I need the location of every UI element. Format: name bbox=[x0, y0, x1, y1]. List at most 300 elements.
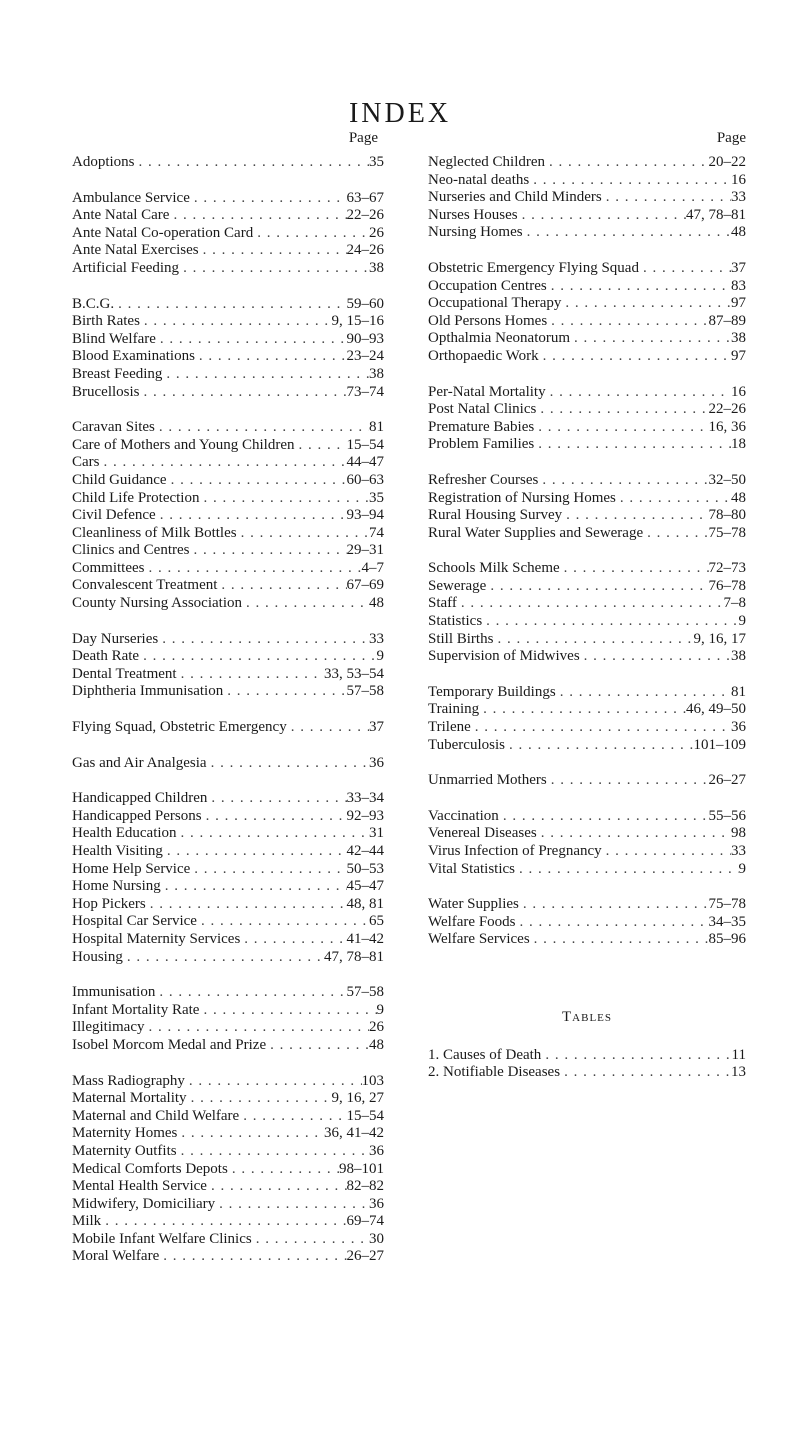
index-entry bbox=[72, 1108, 384, 1126]
left-sections bbox=[72, 154, 384, 1266]
index-entry bbox=[428, 472, 746, 490]
entry-label: Per-Natal Mortality bbox=[428, 383, 546, 400]
entry-page: 97 bbox=[731, 295, 746, 312]
index-entry bbox=[72, 419, 384, 437]
index-entry bbox=[428, 436, 746, 454]
index-section bbox=[72, 631, 384, 701]
entry-label: Maternity Outfits bbox=[72, 1142, 177, 1159]
entry-label: Artificial Feeding bbox=[72, 259, 180, 276]
entry-label: Neglected Children bbox=[428, 154, 546, 170]
index-section bbox=[72, 790, 384, 966]
entry-page: 22–26 bbox=[346, 207, 384, 224]
index-entry bbox=[72, 1196, 384, 1214]
entry-label: Death Rate bbox=[72, 648, 140, 665]
leader-dots bbox=[562, 507, 708, 525]
index-entry bbox=[72, 808, 384, 826]
entry-page: 24–26 bbox=[346, 242, 384, 259]
entry-page: 65 bbox=[369, 913, 384, 930]
leader-dots bbox=[169, 207, 346, 225]
entry-page: 83 bbox=[731, 277, 746, 294]
entry-page: 38 bbox=[731, 330, 746, 347]
index-entry bbox=[428, 154, 746, 172]
entry-label: Child Guidance bbox=[72, 471, 167, 488]
entry-page: 18 bbox=[731, 436, 746, 453]
leader-dots bbox=[266, 1037, 369, 1055]
entry-page: 26–27 bbox=[708, 772, 746, 789]
entry-page: 36, 41–42 bbox=[324, 1125, 384, 1142]
leader-dots bbox=[199, 1002, 376, 1020]
index-entry bbox=[72, 878, 384, 896]
leader-dots bbox=[239, 1108, 346, 1126]
entry-label: Isobel Morcom Medal and Prize bbox=[72, 1036, 267, 1053]
index-entry bbox=[72, 1019, 384, 1037]
entry-page: 59–60 bbox=[346, 295, 384, 312]
index-section bbox=[428, 472, 746, 542]
index-entry bbox=[72, 913, 384, 931]
index-entry bbox=[428, 719, 746, 737]
index-section bbox=[72, 296, 384, 402]
leader-dots bbox=[217, 577, 346, 595]
index-title: INDEX bbox=[348, 98, 452, 129]
entry-page: 36 bbox=[369, 1195, 384, 1212]
index-entry bbox=[428, 278, 746, 296]
leader-dots bbox=[177, 666, 324, 684]
entry-label: Maternal Mortality bbox=[72, 1090, 187, 1107]
entry-label: Health Education bbox=[72, 825, 177, 842]
entry-label: Rural Water Supplies and Sewerage bbox=[428, 524, 644, 541]
entry-label: Mobile Infant Welfare Clinics bbox=[72, 1230, 252, 1247]
entry-page: 36 bbox=[731, 719, 746, 736]
entry-label: Sewerage bbox=[428, 577, 487, 594]
index-entry bbox=[428, 490, 746, 508]
index-section bbox=[72, 419, 384, 613]
leader-dots bbox=[546, 384, 731, 402]
entry-label: Immunisation bbox=[72, 984, 156, 1001]
index-entry bbox=[428, 260, 746, 278]
index-entry bbox=[72, 931, 384, 949]
leader-dots bbox=[155, 984, 346, 1002]
leader-dots bbox=[177, 1125, 324, 1143]
leader-dots bbox=[539, 348, 731, 366]
index-entry bbox=[428, 825, 746, 843]
entry-page: 72–73 bbox=[708, 560, 746, 577]
entry-page: 15–54 bbox=[346, 1107, 384, 1124]
leader-dots bbox=[561, 295, 731, 313]
entry-label: Neo-natal deaths bbox=[428, 171, 530, 188]
index-section bbox=[72, 984, 384, 1054]
entry-page: 9 bbox=[376, 1001, 384, 1018]
entry-label: Supervision of Midwives bbox=[428, 648, 580, 665]
entry-page: 9 bbox=[376, 648, 384, 665]
leader-dots bbox=[197, 913, 369, 931]
entry-label: Infant Mortality Rate bbox=[72, 1001, 200, 1018]
entry-label: Problem Families bbox=[428, 436, 535, 453]
index-left-column bbox=[72, 130, 384, 1284]
leader-dots bbox=[538, 472, 708, 490]
entry-page: 9, 16, 17 bbox=[693, 630, 746, 647]
leader-dots bbox=[482, 613, 738, 631]
entry-label: Health Visiting bbox=[72, 843, 163, 859]
index-entry bbox=[72, 755, 384, 773]
entry-label: Illegitimacy bbox=[72, 1019, 145, 1036]
index-entry bbox=[428, 507, 746, 525]
entry-label: Mental Health Service bbox=[72, 1178, 207, 1195]
leader-dots bbox=[471, 719, 731, 737]
index-section bbox=[428, 560, 746, 666]
entry-label: Adoptions bbox=[72, 154, 135, 170]
entry-label: Vital Statistics bbox=[428, 860, 516, 877]
entry-label: Cars bbox=[72, 454, 100, 471]
leader-dots bbox=[556, 684, 731, 702]
index-entry bbox=[72, 242, 384, 260]
index-entry bbox=[428, 737, 746, 755]
entry-label: Committees bbox=[72, 559, 145, 576]
index-entry bbox=[72, 1178, 384, 1196]
index-section bbox=[428, 772, 746, 790]
leader-dots bbox=[252, 1231, 369, 1249]
leader-dots bbox=[242, 595, 369, 613]
index-entry bbox=[428, 772, 746, 790]
leader-dots bbox=[123, 949, 324, 967]
index-entry bbox=[72, 1213, 384, 1231]
page-column-header: Page bbox=[348, 130, 378, 146]
entry-page: 7–8 bbox=[723, 595, 746, 612]
leader-dots bbox=[570, 330, 731, 348]
entry-label: Handicapped Children bbox=[72, 790, 208, 807]
index-entry bbox=[428, 861, 746, 879]
leader-dots bbox=[534, 419, 708, 437]
index-section bbox=[428, 808, 746, 878]
leader-dots bbox=[237, 525, 369, 543]
index-entry bbox=[72, 1248, 384, 1266]
leader-dots bbox=[536, 401, 708, 419]
leader-dots bbox=[155, 419, 369, 437]
entry-page: 57–58 bbox=[346, 984, 384, 1001]
index-entry bbox=[72, 666, 384, 684]
entry-page: 74 bbox=[369, 524, 384, 541]
leader-dots bbox=[518, 207, 686, 225]
entry-page: 41–42 bbox=[346, 930, 384, 947]
entry-page: 87–89 bbox=[708, 312, 746, 329]
leader-dots bbox=[177, 1143, 369, 1161]
leader-dots bbox=[580, 648, 731, 666]
entry-label: Home Nursing bbox=[72, 878, 161, 895]
index-entry bbox=[72, 1073, 384, 1091]
entry-page: 11 bbox=[731, 1046, 746, 1063]
entry-page: 81 bbox=[731, 683, 746, 700]
leader-dots bbox=[560, 560, 709, 578]
index-entry bbox=[428, 348, 746, 366]
index-entry bbox=[428, 843, 746, 861]
entry-label: Hop Pickers bbox=[72, 895, 146, 912]
leader-dots bbox=[643, 525, 708, 543]
index-entry bbox=[428, 1047, 746, 1065]
entry-page: 38 bbox=[369, 365, 384, 382]
leader-dots bbox=[541, 1047, 731, 1065]
leader-dots bbox=[101, 1213, 346, 1231]
tables-heading: Tables bbox=[562, 1008, 612, 1025]
entry-label: Flying Squad, Obstetric Emergency bbox=[72, 719, 287, 736]
index-entry bbox=[72, 683, 384, 701]
entry-page: 75–78 bbox=[708, 524, 746, 541]
leader-dots bbox=[135, 154, 369, 172]
entry-page: 85–96 bbox=[708, 931, 746, 948]
leader-dots bbox=[162, 366, 369, 384]
leader-dots bbox=[140, 384, 347, 402]
entry-page: 81 bbox=[369, 419, 384, 436]
leader-dots bbox=[519, 896, 709, 914]
entry-label: Day Nurseries bbox=[72, 630, 159, 647]
index-section bbox=[72, 190, 384, 278]
entry-page: 45–47 bbox=[346, 878, 384, 895]
entry-page: 29–31 bbox=[346, 542, 384, 559]
index-entry bbox=[72, 190, 384, 208]
index-entry bbox=[72, 1231, 384, 1249]
leader-dots bbox=[287, 719, 369, 737]
entry-label: Still Births bbox=[428, 630, 494, 647]
leader-dots bbox=[547, 772, 709, 790]
entry-label: Dental Treatment bbox=[72, 665, 177, 682]
index-section bbox=[428, 154, 746, 242]
leader-dots bbox=[202, 808, 347, 826]
entry-page: 44–47 bbox=[346, 454, 384, 471]
entry-label: Premature Babies bbox=[428, 418, 535, 435]
leader-dots bbox=[167, 472, 347, 490]
entry-label: Ante Natal Exercises bbox=[72, 242, 199, 259]
entry-label: Hospital Car Service bbox=[72, 913, 197, 930]
entry-label: Ante Natal Care bbox=[72, 207, 170, 224]
leader-dots bbox=[199, 242, 347, 260]
leader-dots bbox=[537, 825, 731, 843]
index-entry bbox=[428, 595, 746, 613]
entry-page: 9 bbox=[738, 860, 746, 877]
leader-dots bbox=[215, 1196, 369, 1214]
index-entry bbox=[428, 419, 746, 437]
entry-label: Refresher Courses bbox=[428, 471, 539, 488]
index-entry bbox=[428, 931, 746, 949]
entry-label: Breast Feeding bbox=[72, 365, 163, 382]
entry-label: Ante Natal Co-operation Card bbox=[72, 224, 254, 241]
index-section bbox=[72, 1073, 384, 1267]
entry-page: 92–93 bbox=[346, 807, 384, 824]
leader-dots bbox=[223, 683, 346, 701]
entry-label: Housing bbox=[72, 948, 123, 965]
index-entry bbox=[72, 525, 384, 543]
index-entry bbox=[72, 384, 384, 402]
entry-label: Diphtheria Immunisation bbox=[72, 683, 224, 700]
entry-label: Training bbox=[428, 701, 480, 718]
entry-label: Caravan Sites bbox=[72, 419, 155, 436]
entry-label: County Nursing Association bbox=[72, 595, 243, 612]
leader-dots bbox=[140, 313, 332, 331]
index-section bbox=[428, 684, 746, 754]
index-entry bbox=[72, 631, 384, 649]
entry-label: Statistics bbox=[428, 613, 483, 630]
entry-label: Trilene bbox=[428, 719, 471, 736]
index-entry bbox=[72, 454, 384, 472]
entry-label: Registration of Nursing Homes bbox=[428, 489, 616, 506]
leader-dots bbox=[199, 490, 369, 508]
entry-label: Milk bbox=[72, 1213, 102, 1230]
entry-page: 9, 16, 27 bbox=[331, 1090, 384, 1107]
leader-dots bbox=[156, 507, 347, 525]
index-entry bbox=[72, 225, 384, 243]
entry-page: 103 bbox=[361, 1072, 384, 1089]
index-entry bbox=[428, 224, 746, 242]
entry-page: 13 bbox=[731, 1064, 746, 1081]
leader-dots bbox=[602, 843, 731, 861]
index-entry bbox=[72, 296, 384, 314]
leader-dots bbox=[139, 648, 376, 666]
leader-dots bbox=[187, 1090, 332, 1108]
entry-page: 9 bbox=[738, 613, 746, 630]
leader-dots bbox=[505, 737, 694, 755]
entry-label: Welfare Services bbox=[428, 931, 530, 948]
entry-page: 69–74 bbox=[346, 1213, 384, 1230]
entry-page: 31 bbox=[369, 825, 384, 842]
entry-label: Nurses Houses bbox=[428, 206, 518, 223]
index-entry bbox=[72, 260, 384, 278]
entry-label: 2. Notifiable Diseases bbox=[428, 1064, 561, 1081]
index-entry bbox=[428, 330, 746, 348]
entry-label: 1. Causes of Death bbox=[428, 1046, 542, 1063]
entry-page: 26 bbox=[369, 224, 384, 241]
index-entry bbox=[428, 384, 746, 402]
entry-page: 33, 53–54 bbox=[324, 665, 384, 682]
page-column-header: Page bbox=[716, 130, 746, 146]
index-entry bbox=[72, 366, 384, 384]
entry-page: 16 bbox=[731, 171, 746, 188]
index-entry bbox=[72, 1002, 384, 1020]
entry-page: 33–34 bbox=[346, 790, 384, 807]
entry-page: 90–93 bbox=[346, 330, 384, 347]
index-entry bbox=[72, 1037, 384, 1055]
entry-page: 101–109 bbox=[693, 736, 746, 753]
entry-label: Moral Welfare bbox=[72, 1248, 160, 1265]
index-entry bbox=[72, 1161, 384, 1179]
leader-dots bbox=[159, 1248, 346, 1266]
leader-dots bbox=[529, 172, 731, 190]
entry-page: 37 bbox=[369, 719, 384, 736]
leader-dots bbox=[479, 701, 686, 719]
entry-page: 98 bbox=[731, 825, 746, 842]
leader-dots bbox=[190, 190, 347, 208]
leader-dots bbox=[207, 1178, 347, 1196]
entry-label: Medical Comforts Depots bbox=[72, 1160, 228, 1177]
index-entry bbox=[428, 207, 746, 225]
entry-label: Maternal and Child Welfare bbox=[72, 1107, 240, 1124]
entry-label: Post Natal Clinics bbox=[428, 401, 537, 418]
entry-page: 34–35 bbox=[708, 913, 746, 930]
leader-dots bbox=[530, 931, 709, 949]
entry-page: 67–69 bbox=[346, 577, 384, 594]
entry-label: Water Supplies bbox=[428, 896, 519, 913]
entry-page: 33 bbox=[369, 630, 384, 647]
entry-page: 63–67 bbox=[346, 189, 384, 206]
index-entry bbox=[72, 207, 384, 225]
index-entry bbox=[428, 808, 746, 826]
index-entry bbox=[428, 684, 746, 702]
entry-page: 38 bbox=[731, 648, 746, 665]
entry-label: Civil Defence bbox=[72, 507, 156, 524]
entry-page: 48 bbox=[731, 489, 746, 506]
entry-label: Handicapped Persons bbox=[72, 807, 202, 824]
entry-page: 36 bbox=[369, 754, 384, 771]
index-entry bbox=[72, 331, 384, 349]
entry-page: 36 bbox=[369, 1142, 384, 1159]
entry-label: B.C.G. bbox=[72, 295, 115, 312]
index-entry bbox=[428, 648, 746, 666]
entry-page: 4–7 bbox=[361, 559, 384, 576]
entry-label: Nursing Homes bbox=[428, 224, 523, 241]
entry-page: 82–82 bbox=[346, 1178, 384, 1195]
index-entry bbox=[428, 172, 746, 190]
index-entry bbox=[72, 790, 384, 808]
leader-dots bbox=[486, 578, 708, 596]
entry-label: Virus Infection of Pregnancy bbox=[428, 843, 602, 859]
entry-label: Blood Examinations bbox=[72, 348, 195, 365]
entry-label: Care of Mothers and Young Children bbox=[72, 436, 295, 453]
entry-label: Hospital Maternity Services bbox=[72, 930, 241, 947]
leader-dots bbox=[294, 437, 346, 455]
index-entry bbox=[72, 542, 384, 560]
entry-page: 47, 78–81 bbox=[324, 948, 384, 965]
index-right-column bbox=[428, 130, 746, 1082]
leader-dots bbox=[190, 861, 346, 879]
entry-page: 26–27 bbox=[346, 1248, 384, 1265]
index-entry bbox=[428, 560, 746, 578]
leader-dots bbox=[177, 825, 369, 843]
leader-dots bbox=[156, 331, 347, 349]
leader-dots bbox=[547, 313, 708, 331]
entry-page: 9, 15–16 bbox=[331, 313, 384, 330]
entry-label: Child Life Protection bbox=[72, 489, 200, 506]
entry-label: Midwifery, Domiciliary bbox=[72, 1195, 216, 1212]
entry-page: 42–44 bbox=[346, 843, 384, 859]
leader-dots bbox=[560, 1064, 731, 1082]
index-section bbox=[72, 719, 384, 737]
entry-page: 48 bbox=[369, 1036, 384, 1053]
entry-label: Opthalmia Neonatorum bbox=[428, 330, 571, 347]
index-entry bbox=[428, 525, 746, 543]
index-entry bbox=[428, 189, 746, 207]
entry-page: 93–94 bbox=[346, 507, 384, 524]
leader-dots bbox=[146, 896, 347, 914]
entry-page: 37 bbox=[731, 259, 746, 276]
entry-label: Tuberculosis bbox=[428, 736, 505, 753]
entry-label: Schools Milk Scheme bbox=[428, 560, 560, 577]
entry-page: 30 bbox=[369, 1230, 384, 1247]
index-entry bbox=[72, 154, 384, 172]
index-entry bbox=[72, 560, 384, 578]
entry-label: Staff bbox=[428, 595, 457, 612]
index-entry bbox=[72, 472, 384, 490]
index-entry bbox=[428, 896, 746, 914]
leader-dots bbox=[114, 296, 346, 314]
entry-label: Gas and Air Analgesia bbox=[72, 754, 207, 771]
entry-label: Unmarried Mothers bbox=[428, 772, 547, 789]
entry-page: 35 bbox=[369, 154, 384, 170]
index-entry bbox=[428, 295, 746, 313]
index-section bbox=[72, 755, 384, 773]
leader-dots bbox=[547, 278, 731, 296]
tables-section bbox=[428, 1009, 746, 1082]
leader-dots bbox=[253, 225, 369, 243]
leader-dots bbox=[195, 348, 347, 366]
leader-dots bbox=[144, 1019, 369, 1037]
index-entry bbox=[428, 631, 746, 649]
index-entry bbox=[72, 949, 384, 967]
